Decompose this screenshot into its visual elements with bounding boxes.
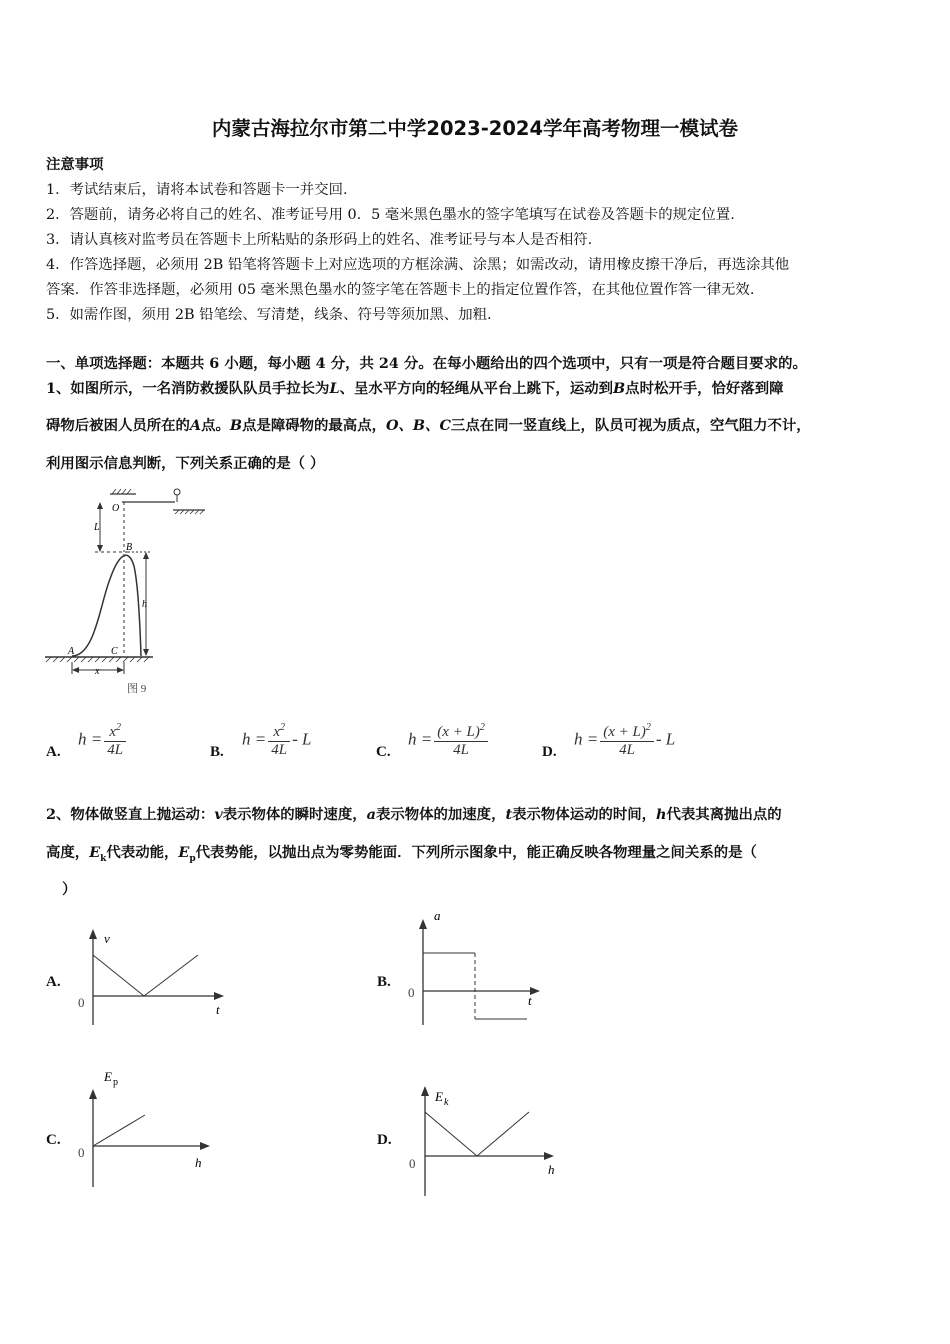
- label-h: h: [142, 599, 147, 610]
- graph-b-x-axis: t: [528, 993, 532, 1008]
- q1-line-2: 碍物后被困人员所在的A点。B点是障碍物的最高点，O、B、C三点在同一竖直线上，队员可视为质点，空气阻力不计，: [46, 417, 811, 434]
- notice-item-2: 2．答题前，请务必将自己的姓名、准考证号用 0．5 毫米黑色墨水的签字笔填写在试卷及答题卡的规定位置.: [46, 207, 735, 223]
- graph-b-label[interactable]: B.: [377, 974, 391, 990]
- graph-c-label[interactable]: C.: [46, 1132, 61, 1148]
- graph-c-y-axis: E: [104, 1069, 112, 1084]
- q2-line-3: ）: [62, 881, 77, 898]
- q1-line-3: 利用图示信息判断，下列关系正确的是（ ）: [46, 455, 325, 472]
- label-O: O: [112, 503, 120, 514]
- graph-d[interactable]: [400, 1080, 560, 1200]
- label-L: L: [94, 522, 100, 533]
- notice-heading: 注意事项: [46, 156, 104, 173]
- figure-caption: 图 9: [127, 683, 147, 695]
- q2-line-1: 2、物体做竖直上抛运动：v表示物体的瞬时速度，a表示物体的加速度，t表示物体运动的时间，h代表其离抛出点的: [46, 806, 782, 823]
- graph-a-x-axis: t: [216, 1002, 220, 1017]
- label-C: C: [111, 646, 118, 657]
- graph-c-x-axis: h: [195, 1155, 202, 1170]
- graph-d-y-sub: k: [444, 1097, 449, 1108]
- graph-a[interactable]: [70, 925, 235, 1030]
- graph-a-origin: 0: [78, 995, 85, 1010]
- q1-figure: [40, 484, 215, 699]
- graph-a-y-axis: v: [104, 931, 110, 946]
- graph-d-x-axis: h: [548, 1162, 555, 1177]
- page-title: 内蒙古海拉尔市第二中学2023-2024学年高考物理一模试卷: [211, 117, 739, 140]
- label-B: B: [126, 542, 133, 553]
- q1-options: A. h = $\frac{x^2}{4L}$ B. h = $\frac{x^2}{4L}$ - L C. h = $\frac{(x + L)^2}{4L}$ D. h = $\frac{(x + L)^2}{4L}$ - L: [46, 722, 676, 760]
- label-x: x: [95, 666, 100, 677]
- graph-d-origin: 0: [409, 1156, 416, 1171]
- notice-item-4-cont: 答案．作答非选择题，必须用 05 毫米黑色墨水的签字笔在答题卡上的指定位置作答，在其他位置作答一律无效.: [46, 282, 755, 298]
- notice-item-1: 1．考试结束后，请将本试卷和答题卡一并交回.: [46, 182, 348, 198]
- section-heading: 一、单项选择题：本题共 6 小题，每小题 4 分，共 24 分。在每小题给出的四个选项中，只有一项是符合题目要求的。: [46, 355, 807, 372]
- graph-c-origin: 0: [78, 1145, 85, 1160]
- graph-a-label[interactable]: A.: [46, 974, 61, 990]
- graph-b-origin: 0: [408, 985, 415, 1000]
- q2-line-2: 高度，$E_k$代表动能，$E_p$代表势能，以抛出点为零势能面．下列所示图象中，能正确反映各物理量之间关系的是（: [46, 844, 757, 864]
- label-A: A: [68, 646, 75, 657]
- notice-item-4: 4．作答选择题，必须用 2B 铅笔将答题卡上对应选项的方框涂满、涂黑；如需改动，请用橡皮擦干净后，再选涂其他: [46, 257, 790, 273]
- q1-line-1: 1、如图所示，一名消防救援队队员手拉长为L、呈水平方向的轻绳从平台上跳下，运动到B点时松开手，恰好落到障: [46, 380, 784, 397]
- notice-item-3: 3．请认真核对监考员在答题卡上所粘贴的条形码上的姓名、准考证号与本人是否相符.: [46, 232, 593, 248]
- graph-c[interactable]: [70, 1065, 220, 1190]
- notice-item-5: 5．如需作图，须用 2B 铅笔绘、写清楚，线条、符号等须加黑、加粗.: [46, 307, 492, 323]
- graph-c-y-sub: p: [113, 1077, 118, 1088]
- graph-b[interactable]: [400, 905, 550, 1030]
- graph-d-label[interactable]: D.: [377, 1132, 392, 1148]
- graph-d-y-axis: E: [435, 1089, 443, 1104]
- graph-b-y-axis: a: [434, 908, 441, 923]
